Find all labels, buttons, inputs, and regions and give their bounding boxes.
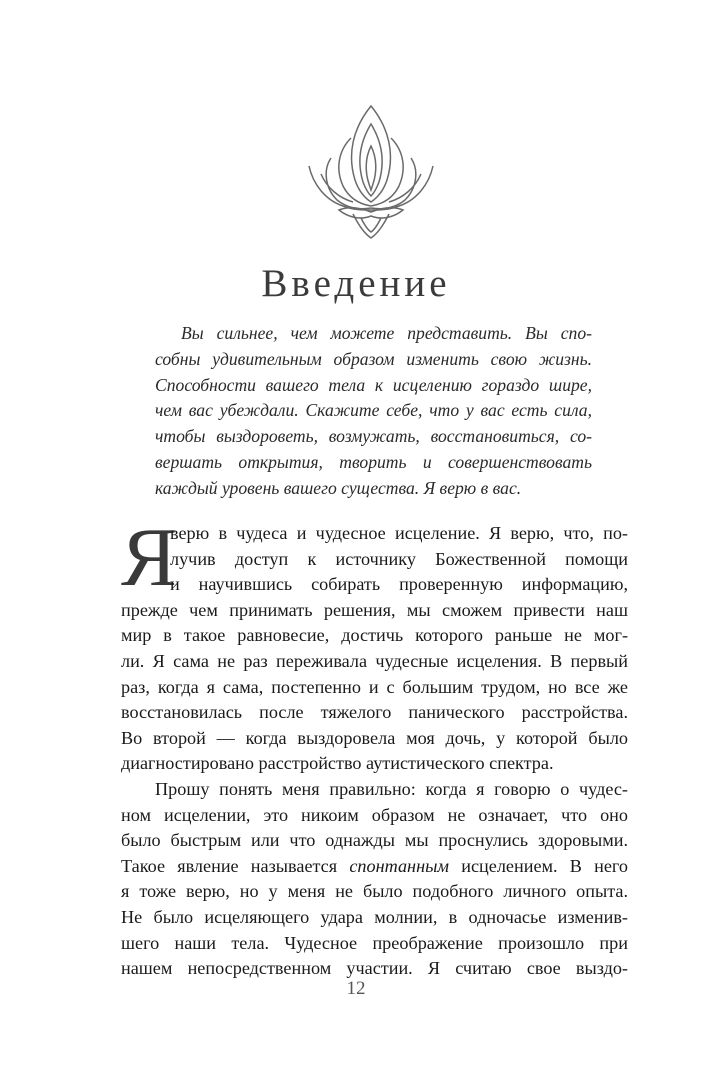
emphasis-word: спонтанным xyxy=(349,855,450,876)
body-text xyxy=(121,511,629,982)
body-line: лучив доступ к источнику Божественной помощи xyxy=(170,548,628,569)
body-line: ли. Я сама не раз переживала чудесные исцеления. В первый xyxy=(121,650,628,671)
epigraph-line: Вы сильнее, чем можете представить. Вы спо- xyxy=(181,323,592,343)
chapter-title: Введение xyxy=(261,262,451,305)
epigraph xyxy=(155,321,592,502)
body-line: Не было исцеляющего удара молнии, в одночасье изменив- xyxy=(121,906,628,927)
body-line: Прошу понять меня правильно: когда я говорю о чудес- xyxy=(155,778,628,799)
body-line: диагностировано расстройство аутистического спектра. xyxy=(121,753,554,774)
body-line: мир в такое равновесие, достичь которого раньше не мог- xyxy=(121,625,628,646)
body-line: восстановилась после тяжелого панического расстройства. xyxy=(121,702,628,723)
body-line: верю в чудеса и чудесное исцеление. Я верю, что, по- xyxy=(170,523,628,543)
body-line: раз, когда я сама, постепенно и с большим трудом, но все же xyxy=(121,676,628,697)
epigraph-line: собны удивительным образом изменить свою жизнь. xyxy=(155,348,592,369)
body-line: и научившись собирать проверенную информацию, xyxy=(170,574,628,595)
body-line-mixed xyxy=(121,854,628,880)
epigraph-line: Способности вашего тела к исцелению гораздо шире, xyxy=(155,374,592,395)
body-segment: исцелением. В него xyxy=(461,855,629,876)
body-segment: Такое явление называется xyxy=(121,855,338,876)
body-line: ном исцелении, это никоим образом не означает, что оно xyxy=(121,804,628,825)
body-line: Во второй — когда выздоровела моя дочь, у которой было xyxy=(121,727,628,748)
lotus-ornament-icon xyxy=(305,102,437,242)
epigraph-line: чтобы выздороветь, возмужать, восстановиться, со- xyxy=(155,426,592,447)
drop-cap: Я xyxy=(121,511,178,604)
page-number: 12 xyxy=(346,978,366,999)
epigraph-line: каждый уровень вашего существа. Я верю в вас. xyxy=(155,477,522,498)
epigraph-line: чем вас убеждали. Скажите себе, что у вас есть сила, xyxy=(155,400,592,421)
body-line: было быстрым или что однажды мы проснулись здоровыми. xyxy=(121,830,628,851)
body-line: прежде чем принимать решения, мы сможем привести наш xyxy=(121,599,628,620)
body-line: нашем непосредственном участии. Я считаю свое выздо- xyxy=(121,958,628,979)
epigraph-line: вершать открытия, творить и совершенствовать xyxy=(155,451,592,472)
body-line: шего наши тела. Чудесное преображение произошло при xyxy=(121,932,628,953)
body-line: я тоже верю, но у меня не было подобного личного опыта. xyxy=(121,881,628,902)
